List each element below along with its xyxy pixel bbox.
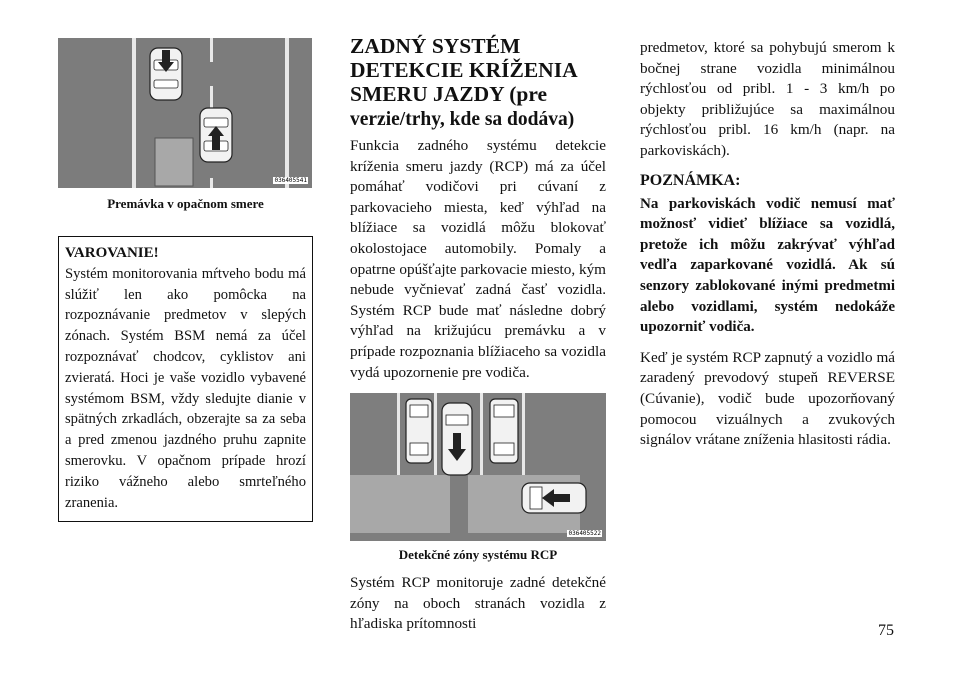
warning-text: Systém monitorovania mŕtveho bodu má slúžiť len ako pomôcka na rozpoznávanie predmetov v slepých zónach. Systém BSM nemá za účel rozpoznávať chodcov, cyklistov ani zvieratá. Hoci je vaše vozidlo vybavené systémom BSM, vždy sledujte dianie v spätných zrkadlách, obzerajte sa za seba a pred zmenou jazdného pruhu zapnite smerovku. V opačnom prípade hrozí riziko vážneho alebo smrteľného zranenia. bbox=[65, 265, 306, 511]
middle-column bbox=[350, 34, 606, 635]
own-car-icon bbox=[200, 108, 232, 162]
figure-rcp-zones bbox=[350, 393, 606, 541]
heading-sub: verzie/trhy, kde sa dodáva) bbox=[350, 109, 575, 130]
figure-caption: Detekčné zóny systému RCP bbox=[398, 547, 558, 563]
figure-code: 036405522 bbox=[568, 530, 601, 538]
reversing-car-icon bbox=[442, 403, 472, 475]
note-title: POZNÁMKA: bbox=[640, 171, 741, 189]
warning-box bbox=[58, 236, 313, 522]
left-column bbox=[58, 38, 313, 522]
page-number: 75 bbox=[878, 622, 894, 639]
note-text: Na parkoviskách vodič nemusí mať možnosť vidieť blížiace sa vozidlá, pretože ich môžu zakrývať výhľad vedľa zaparkované vozidlá. Ak sú senzory zablokované inými predmetmi alebo vozidlami, systém nedokáže upozorniť vodiča. bbox=[640, 195, 895, 336]
figure-opposite-traffic bbox=[58, 38, 312, 188]
heading-main: ZADNÝ SYSTÉM DETEKCIE KRÍŽENIA SMERU JAZDY (pre bbox=[350, 34, 577, 106]
parking-illustration bbox=[350, 393, 606, 541]
oncoming-car-icon bbox=[150, 48, 182, 100]
intro-paragraph: Funkcia zadného systému detekcie kríženia smeru jazdy (RCP) má za účel pomáhať vodičovi pri cúvaní z parkovacieho miesta, keď výhľad na blížiace sa vozidlá môžu blokovať okolostojace automobily. Pomaly a opatrne opúšťajte parkovacie miesto, kým nebude vyčnievať zadná časť vozidla. Systém RCP bude mať následne dobrý výhľad na križujúcu premávku a v prípade rozpoznania blížiaceho sa vozidla vydá upozornenie pre vodiča. bbox=[350, 137, 606, 381]
parked-car-icon bbox=[406, 399, 432, 463]
right-column bbox=[640, 38, 895, 451]
reverse-paragraph: Keď je systém RCP zapnutý a vozidlo má zaradený prevodový stupeň REVERSE (Cúvanie), vodič bude upozorňovaný pomocou vizuálnych a zvukových signálov vrátane zníženia hlasitosti rádia. bbox=[640, 348, 895, 449]
figure-caption: Premávka v opačnom smere bbox=[107, 196, 264, 211]
parked-car-icon bbox=[490, 399, 518, 463]
figure-code: 036405541 bbox=[274, 177, 307, 184]
monitor-paragraph: Systém RCP monitoruje zadné detekčné zóny na oboch stranách vozidla z hľadiska prítomnosti bbox=[350, 574, 606, 633]
road-illustration bbox=[58, 38, 312, 188]
warning-title: VAROVANIE! bbox=[65, 245, 159, 261]
approaching-car-icon bbox=[522, 483, 586, 513]
continued-paragraph: predmetov, ktoré sa pohybujú smerom k bočnej strane vozidla minimálnou rýchlosťou od pribl. 1 - 3 km/h po objekty približujúce sa maximálnou rýchlosťou pribl. 16 km/h (napr. na parkoviskách). bbox=[640, 39, 895, 159]
section-heading bbox=[350, 34, 606, 132]
